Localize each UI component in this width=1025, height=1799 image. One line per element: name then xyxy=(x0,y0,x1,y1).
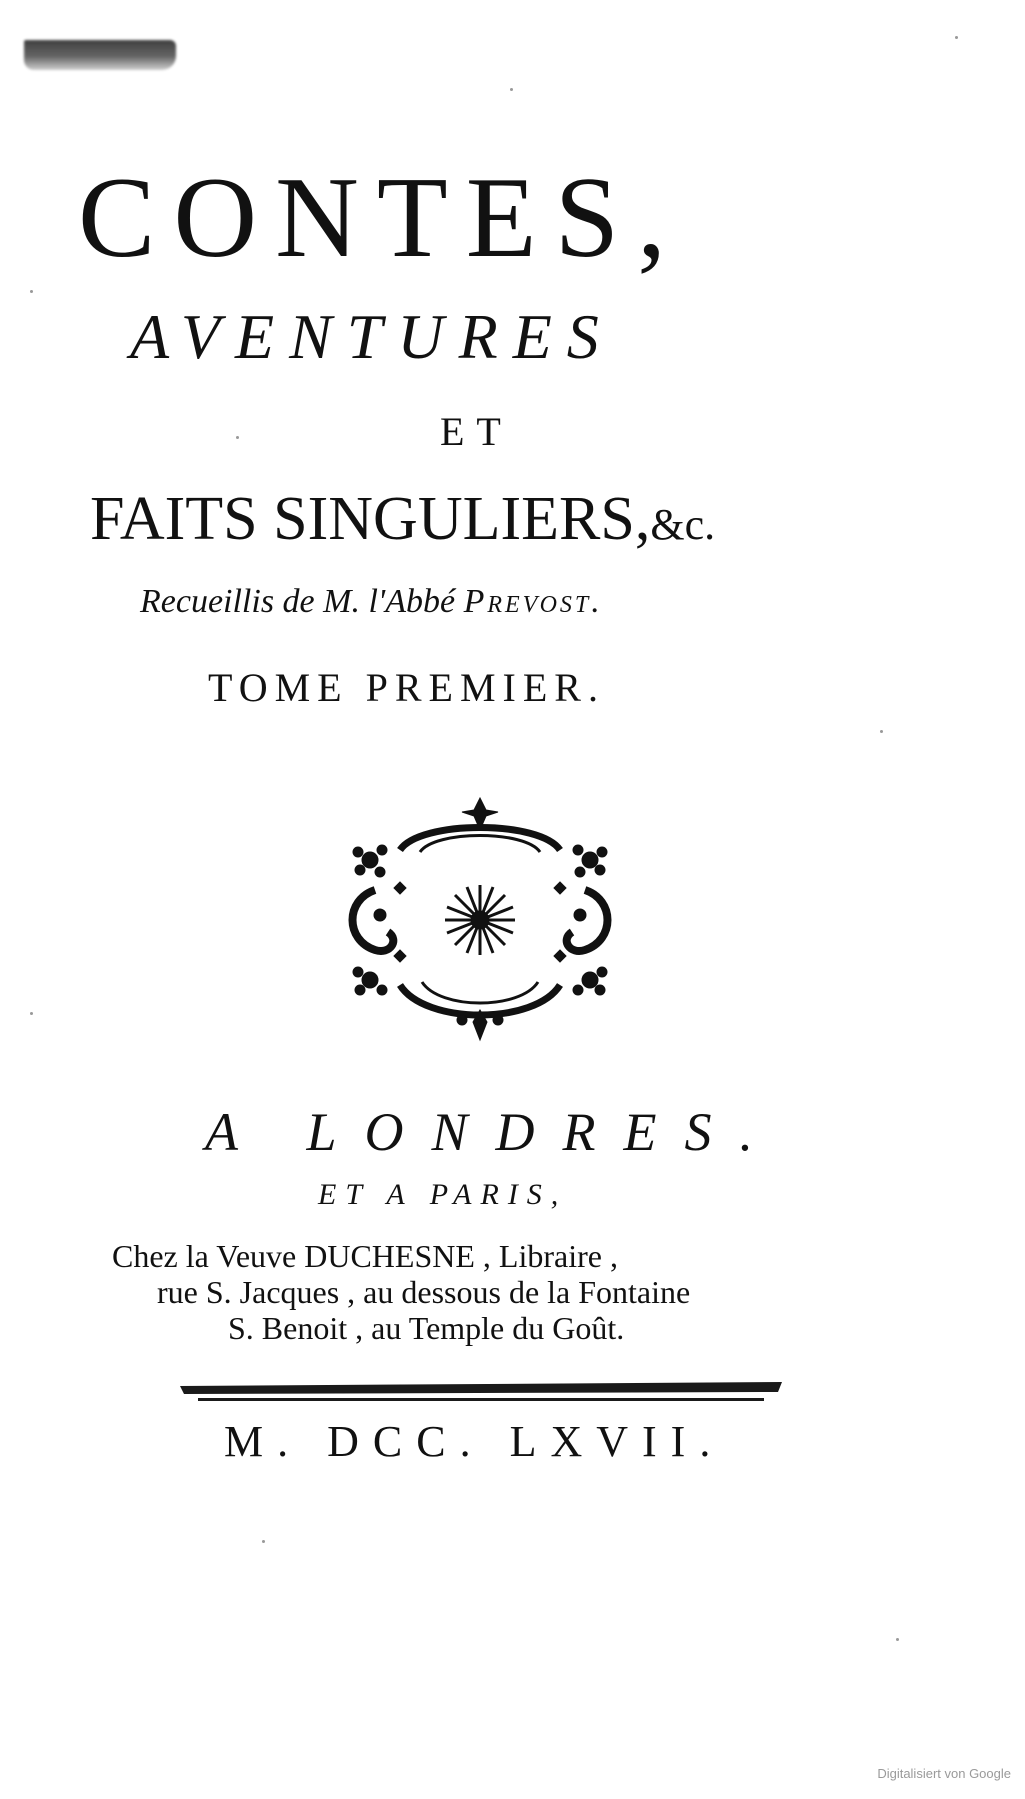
imprint-second-city: ET A PARIS, xyxy=(318,1178,568,1211)
paper-speck xyxy=(30,1012,33,1015)
title-faits-text: FAITS SINGULIERS, xyxy=(90,485,651,553)
decorative-rule-icon xyxy=(178,1378,784,1404)
attribution xyxy=(140,585,603,619)
paper-speck xyxy=(236,436,239,439)
ink-smudge xyxy=(24,40,176,70)
digitization-watermark: Digitalisiert von Google xyxy=(877,1766,1011,1781)
paper-speck xyxy=(262,1540,265,1543)
title-et: ET xyxy=(440,409,513,454)
title-contes: CONTES, xyxy=(78,154,685,282)
attribution-prefix: Recueillis de M. l'Abbé xyxy=(140,583,456,620)
paper-speck xyxy=(30,290,33,293)
author-name: Prevost. xyxy=(463,583,603,620)
paper-speck xyxy=(510,88,513,91)
paper-speck xyxy=(955,36,958,39)
floral-ornament-icon xyxy=(330,790,630,1050)
imprint-city: A LONDRES. xyxy=(205,1102,782,1162)
paper-speck xyxy=(896,1638,899,1641)
imprint-line-3: S. Benoit , au Temple du Goût. xyxy=(228,1310,625,1346)
title-faits-singuliers xyxy=(90,485,716,553)
paper-speck xyxy=(880,730,883,733)
imprint-line-2: rue S. Jacques , au dessous de la Fontaine xyxy=(157,1274,691,1310)
title-aventures: AVENTURES xyxy=(130,301,614,372)
title-etc: &c. xyxy=(650,500,716,549)
publication-year: M. DCC. LXVII. xyxy=(224,1417,725,1466)
volume-label: TOME PREMIER. xyxy=(208,665,605,710)
imprint-line-1: Chez la Veuve DUCHESNE , Libraire , xyxy=(112,1238,618,1274)
